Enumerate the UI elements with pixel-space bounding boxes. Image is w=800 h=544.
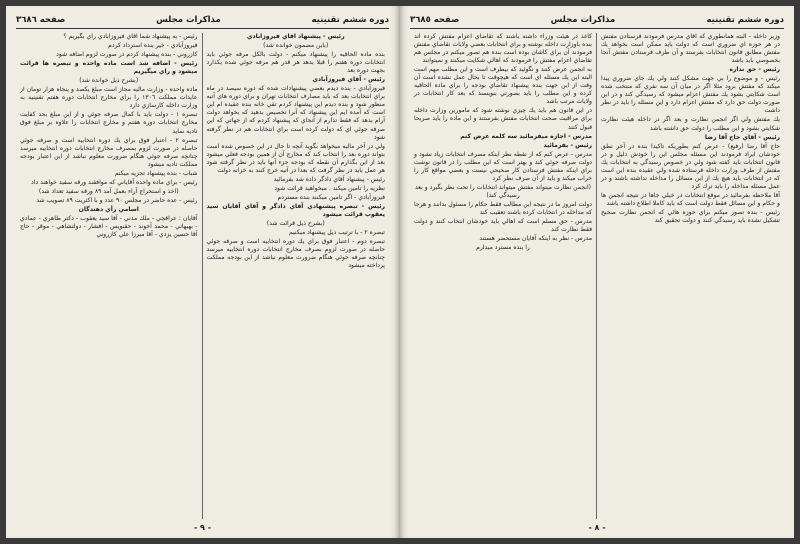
paragraph: تبصره ٢ - با ترتيب ذيل پيشنهاد ميكنيم [289,229,385,237]
text-columns [16,33,389,519]
paragraph: رئيس - آقاي حاج آقا رضا [704,133,780,141]
header-session: دوره ششم تقنينيه [706,15,784,25]
column-left [410,33,597,519]
paragraph: رئيس - عده حاضر در مجلس ٩٠ عدد و با اكثريت ٨٩ تصويب شد [36,196,198,204]
paragraph: آقايان : عراقچي - ملك مدني - آقا سيد يعقوب - دكتر طاهري - عمادي - بهبهاني - محمد آخوند - حقنويس - افشار - دولتشاهي - موقر - حاج آقا حسين يزدي - آقا ميرزا علي كازروني [20,214,198,239]
paragraph: رئيس - حق نداره [729,66,780,74]
paragraph: (اخذ و استخراج آراء بعمل آمد ٨٩ ورقه سفيد تعداد شد) [38,187,179,195]
paragraph: فيروزآبادي - اگر تامين ميكنند بنده مستردم [277,193,385,201]
paragraph: مدرس - نظر به اينكه آقايان مستحضر هستند [479,235,592,243]
header-session: دوره ششم تقنينيه [311,15,389,25]
header-title: مذاکرات مجلس [550,15,616,25]
paragraph: مدرس - عرض كنم كه از نقطه نظر اينكه مصرف انتخابات زياد نشود و دولت صرفه جوئي كند و بهتر است كه اين مطلب را در قانون نوشت براي اينكه مفتش فرستادن كار صحيحي نيست و بعضي مواقع كار را خراب ميكند و بايد از آن صرف نظر كرد [414,150,592,182]
left-page [6,6,400,538]
paragraph: تبصره ٢ - اعتبار فوق براي يك دوره انتخابيه است و صرفه جوئي حاصله در صورت لزوم بمصرف مخارج انتخابات دوره انتخابيه ميرسد چنانچه صرفه جوئي هنگام ضرورت معلوم نباشد از اين اعتبار بودجه مملكت تاديه ميشود [20,136,198,168]
paragraph: رئيس - بنده تصور ميكنم براي حوزه هائي كه انجمن نظارت صحيح تشكيل نشده بايد رسيدگي كنند و دولت تحقيق كند [601,208,780,225]
paragraph: آقا ملاحظه بفرمائيد در موقع انتخابات در خيلي جاها در نتيجه انجمن ها و حكام و اين مسائل فقط دولت است كه بايد كاملا اطلاع داشته باشد [601,191,780,207]
book-spread [6,6,794,538]
header-page-number: صفحه ٣٦٨٦ [16,15,66,25]
paragraph: رئيس - تبصره پيشنهادي آقاي دادگر و آقاي آقايان سيد يعقوب قرائت ميشود [206,202,385,218]
paragraph: رئيس - بفرمائيد [543,141,592,149]
paragraph: رئيس - براي ماده واحده آقاياني كه موافقند ورقه سفيد خواهند داد [31,178,198,186]
paragraph: تبصره دوم - اعتبار فوق براي يك دوره انتخابيه است و صرفه جوئي حاصله در صورت لزوم بصرف مخارج انتخابات دوره انتخابيه ميرسد چنانچه صرفه جوئي هنگام ضرورت معلوم نباشد از اين بودجه مملكت پرداخته ميشود [206,238,385,270]
paragraph: بنده ماده الحاقيه را پيشنهاد ميکنم - دولت بالکل مرفه جوئي بايد انتخابات دوره هفتم را قبلا بدهد هر قدر هم مرفه جوئي شده بکذارد بجهت دوره بعد [206,51,385,75]
paragraph: شباب - بنده پيشنهاد تجزيه ميكنم [114,169,198,177]
header-title: مذاکرات مجلس [156,15,221,25]
paragraph: رئيس - به پيشنهاد شما آقاي فيروزآبادي راي بگيريم ؟ [63,33,198,40]
paragraph: به انجمن عرض كنند و نگوئيد كه بيطرف است و اين مطلب مهم است البته اين يك مسئله اي است كه هيچوقت تا بحال عمل نشده است آن وقت از اين جهت بنده پيشنهاد تقاضاي بودجه را براي ماده الحاقيه كرده و اين مطلب را بايد بصورتي بنويسند كه بعد كار انتخابات در ولايات مرتب باشد [414,66,592,106]
paragraph: فيروزآبادي - بنده ديدم بعضي پيشنهادات شده كه دوره سيصد در ماه براي انتخابات بعد كه بايد مصارف انتخابات تهران و براي دوره هاي آتيه منظور شود و بنده ديدم اين پيشنهاد كردم تقي خانه بنده عقيده ام اين است كه آمده ايم اين پيشنهاد كه آنرا تخصيص بدهيد كه بخواهد دولت آرام بدهد كه فقط تدارم از آنجاي كه پيشنهاد كردم كه از جهاتي كه اين صرفه جوئي اي كه دولت كرده است براي انتخابات هم در نظر گرفته شود [206,85,385,141]
paragraph: را بنده مسترد ميدارم [476,244,530,252]
text-columns [410,33,784,519]
column-right [597,33,784,519]
paragraph: ماده واحده - وزارت ماليه مجاز است مبلغ يكصد و پنجاه هزار تومان از عايدات مملكت ١٣٠٦ را براي مخارج انتخابات دوره هفتم تقنينيه به وزارت داخله كارسازي دارد [20,86,198,110]
paragraph: تبصره ١ - دولت بايد با كمال صرفه جوئي و از اين مبلغ بحد كفايت مخارج انتخابات دوره هفتم و مخارج انتخابات را علاوه بر مبلغ فوق تاديه نمايد [20,111,198,135]
paragraph: مدرس - اجازه ميفرمائيد سه كلمه عرض كنم [460,132,592,140]
page-header [410,14,784,29]
page-footer: - ٩ - [193,523,212,532]
paragraph: (بشرح ذيل قرائت شد) [266,220,325,228]
paragraph: فيروزآبادي - خير بنده استرداد كردم [108,42,198,50]
paragraph: حاج آقا رضا (رفيع) - عرض كنم بطوريكه تاكيدا بنده در آخر نطق خودشان ايراد فرمودند اين مسئله مجلس اين را خودش دليل و در قانون انتخابات بايد كفته شود ولي در خصوص رسيدگي به انتخابات يك مفتش از طرف وزارت داخله فرستاده شده ولي عقيده بنده اين است كه در انتخابات بايد هيچ يك از اين مسائل را مداخله نداشته باشند و در عمل مسئله مداخله را بايد ترك كرد [601,142,780,190]
page-header [16,14,389,29]
paragraph: نظريه را تامين ميكند . ميخواهيد قرائت شود [274,184,385,192]
paragraph: مدرس - حق مسلم است كه اهالي بايد خودشان انتخاب كنند و دولت فقط نظارت كند [414,218,592,234]
paragraph: رئيس - پيشنهاد آقاي دادگر داده شد بفرمائيد [273,175,385,183]
paragraph: رئيس - پيشنهاد آقاي فيروزآبادي [246,33,345,40]
paragraph: كازروني - بنده پيشنهاد كردم در صورت لزوم اضافه شود [56,51,198,59]
column-left [16,33,203,519]
paragraph: (انجمن نظارت ميتواند مفتش ميتواند انتخابات را تحت نظر بگيرد و بعد رسيدگي كند) [414,183,592,199]
header-page-number: صفحه ٣٦٨٥ [410,15,460,25]
paragraph: كاغذ در هيئت وزراء داشته باشند كه تقاضاي اعزام مفتش كرده اند بنده باوزارت داخله نوشته و براي انتخابات بعضي ولايات تقاضاي مفتش فرمودند آن براي كاشان بوده است بنده هم تصور ميكنم در مجلس هم تقاضاي اعزام مفتش را فرمودند كه اهالي شكايت ميكنند و نميتوانند [414,33,592,65]
paragraph: رئيس - اضافه شد است ماده واحده و تبصره ها قرائت ميشود و راي ميگيريم [20,60,198,76]
column-right [203,33,390,519]
paragraph: در اين قانون هم بايد يك چيزي نوشته شود كه مامورين وزارت داخله براي مراقبت صحت انتخابات مفتش بفرستند و اين ماده را بايد صريحا قبول كنند [414,107,592,131]
paragraph: ولي در آخر ماليه ميخواهد بگويد آنچه تا حال در اين خصوص شده است بتواند دوره بعد را انتخاب كند كه مخارج آن از همين بودجه فعلي ميشود بعد از اين بگذارم آن نقطه كه بودجه جزء آنها بايد در نظر گرفته شود هر عمل بايد در نظر گرفت كه بعدا در آتيه خرج كنند به خزانه دولت [206,142,385,174]
paragraph: اسامي رأي دهندگان [78,205,139,213]
right-page [400,6,794,538]
page-footer: - ٨ - [588,523,606,532]
paragraph: (باين مضمون خوانده شد) [263,42,329,50]
paragraph: دولت امروز ما در نتيجه اين مطالب فقط حكام را مسئول بدانند و هرجا كه مداخله در انتخابات كرده باشند تعقيب كند [414,200,592,216]
paragraph: وزير داخله - البته همانطوري كه آقاي مدرس فرمودند فرستادن مفتش در هر حوزه اي ضروري است كه دولت بايد ممكن است بخواهد يك مفتش مطابق قانون انتخابات بفرستد و آن طرف فرستادن مفتش آنجا بخصوصي بايد باشد [601,33,780,65]
paragraph: رئيس - آقاي فيروزآبادي [312,76,385,84]
paragraph: (بشرح ذيل خوانده شد) [79,77,139,85]
paragraph: رئيس - و موضوع را بي جهت مشكل كنند ولي يك جاي ضروري پيدا ميكند كه مفتش برود مثلا اگر در ميان آن سه نفري كه منتخب شده است شكايتي بشود يك مفتش اعزام ميشود كه رسيدگي كند و در اين صورت دولت حق دارد كه مفتش اعزام دارد و اين مسئله را بايد در نظر داشت [601,75,780,115]
paragraph: يك مفتش ولي اگر انجمن نظارت و بعد اگر در داخله هيئت نظارت شكايتي بشود و اين مطلب را دولت حق داشته باشد [601,116,780,132]
